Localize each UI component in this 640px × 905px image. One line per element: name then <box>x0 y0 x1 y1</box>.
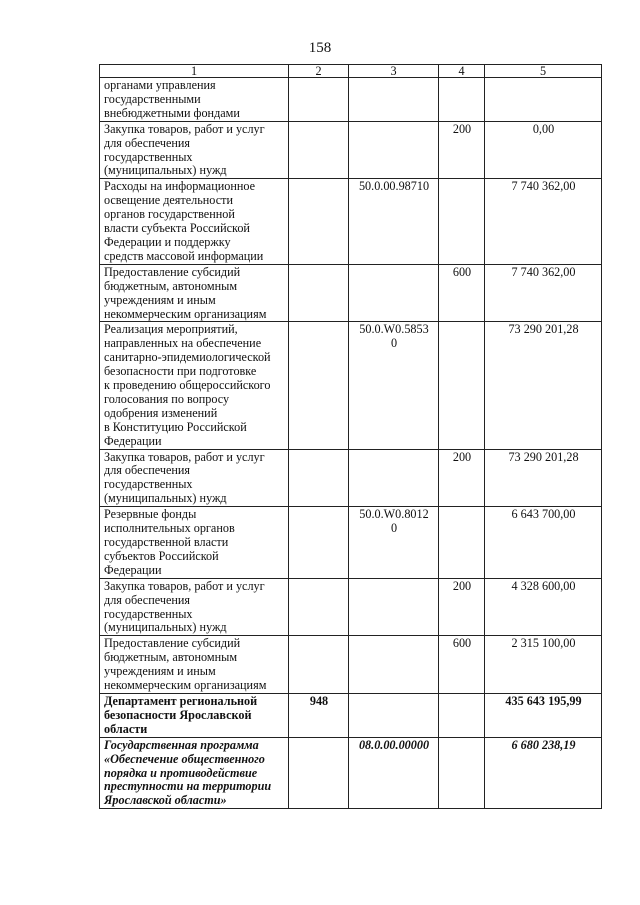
row-description: Закупка товаров, работ и услуг для обеспечения государственных (муниципальных) нужд <box>100 449 289 507</box>
table-row <box>100 264 602 322</box>
row-target-article <box>349 121 439 179</box>
row-description: Департамент региональной безопасности Ярославской области <box>100 693 289 737</box>
table-row <box>100 578 602 636</box>
row-code <box>289 179 349 264</box>
row-expense-type: 200 <box>439 449 485 507</box>
row-amount: 7 740 362,00 <box>485 264 602 322</box>
row-code <box>289 507 349 579</box>
row-expense-type <box>439 179 485 264</box>
row-expense-type <box>439 507 485 579</box>
table-row <box>100 179 602 264</box>
row-expense-type: 600 <box>439 264 485 322</box>
row-code <box>289 578 349 636</box>
row-expense-type <box>439 693 485 737</box>
row-target-article: 50.0.W0.5853 0 <box>349 322 439 449</box>
row-amount: 73 290 201,28 <box>485 322 602 449</box>
row-expense-type <box>439 737 485 809</box>
row-target-article <box>349 449 439 507</box>
row-code <box>289 636 349 694</box>
table-row <box>100 121 602 179</box>
row-target-article <box>349 578 439 636</box>
row-description: Предоставление субсидий бюджетным, автономным учреждениям и иным некоммерческим организациям <box>100 264 289 322</box>
row-description: Резервные фонды исполнительных органов государственной власти субъектов Российской Федерации <box>100 507 289 579</box>
row-amount: 6 643 700,00 <box>485 507 602 579</box>
row-target-article <box>349 636 439 694</box>
table-row <box>100 507 602 579</box>
row-amount <box>485 78 602 122</box>
row-description: Реализация мероприятий, направленных на обеспечение санитарно-эпидемиологической безопасности при подготовке к проведению общероссийского голосования по вопросу одобрения изменений в Конституцию Российской Федерации <box>100 322 289 449</box>
table-row <box>100 322 602 449</box>
row-code <box>289 264 349 322</box>
column-header: 4 <box>439 65 485 78</box>
row-description: Предоставление субсидий бюджетным, автономным учреждениям и иным некоммерческим организациям <box>100 636 289 694</box>
row-expense-type: 600 <box>439 636 485 694</box>
row-amount: 0,00 <box>485 121 602 179</box>
row-description: органами управления государственными внебюджетными фондами <box>100 78 289 122</box>
budget-table <box>99 64 602 809</box>
row-amount: 73 290 201,28 <box>485 449 602 507</box>
row-code <box>289 121 349 179</box>
table-header-row <box>100 65 602 78</box>
row-target-article: 08.0.00.00000 <box>349 737 439 809</box>
table-row <box>100 636 602 694</box>
row-amount: 4 328 600,00 <box>485 578 602 636</box>
column-header: 2 <box>289 65 349 78</box>
row-amount: 7 740 362,00 <box>485 179 602 264</box>
row-expense-type <box>439 322 485 449</box>
row-description: Государственная программа «Обеспечение общественного порядка и противодействие преступности на территории Ярославской области» <box>100 737 289 809</box>
row-code <box>289 737 349 809</box>
row-expense-type: 200 <box>439 121 485 179</box>
row-description: Закупка товаров, работ и услуг для обеспечения государственных (муниципальных) нужд <box>100 578 289 636</box>
row-target-article: 50.0.00.98710 <box>349 179 439 264</box>
table-row <box>100 693 602 737</box>
row-code: 948 <box>289 693 349 737</box>
page-number: 158 <box>308 40 332 56</box>
row-target-article: 50.0.W0.8012 0 <box>349 507 439 579</box>
row-code <box>289 322 349 449</box>
row-amount: 6 680 238,19 <box>485 737 602 809</box>
table-row <box>100 737 602 809</box>
row-description: Расходы на информационное освещение деятельности органов государственной власти субъекта Российской Федерации и поддержку средств массовой информации <box>100 179 289 264</box>
row-expense-type: 200 <box>439 578 485 636</box>
column-header: 1 <box>100 65 289 78</box>
row-target-article <box>349 264 439 322</box>
row-target-article <box>349 78 439 122</box>
row-amount: 2 315 100,00 <box>485 636 602 694</box>
table-row <box>100 449 602 507</box>
row-target-article <box>349 693 439 737</box>
row-description: Закупка товаров, работ и услуг для обеспечения государственных (муниципальных) нужд <box>100 121 289 179</box>
column-header: 5 <box>485 65 602 78</box>
column-header: 3 <box>349 65 439 78</box>
row-code <box>289 449 349 507</box>
row-amount: 435 643 195,99 <box>485 693 602 737</box>
table-row <box>100 78 602 122</box>
row-code <box>289 78 349 122</box>
row-expense-type <box>439 78 485 122</box>
